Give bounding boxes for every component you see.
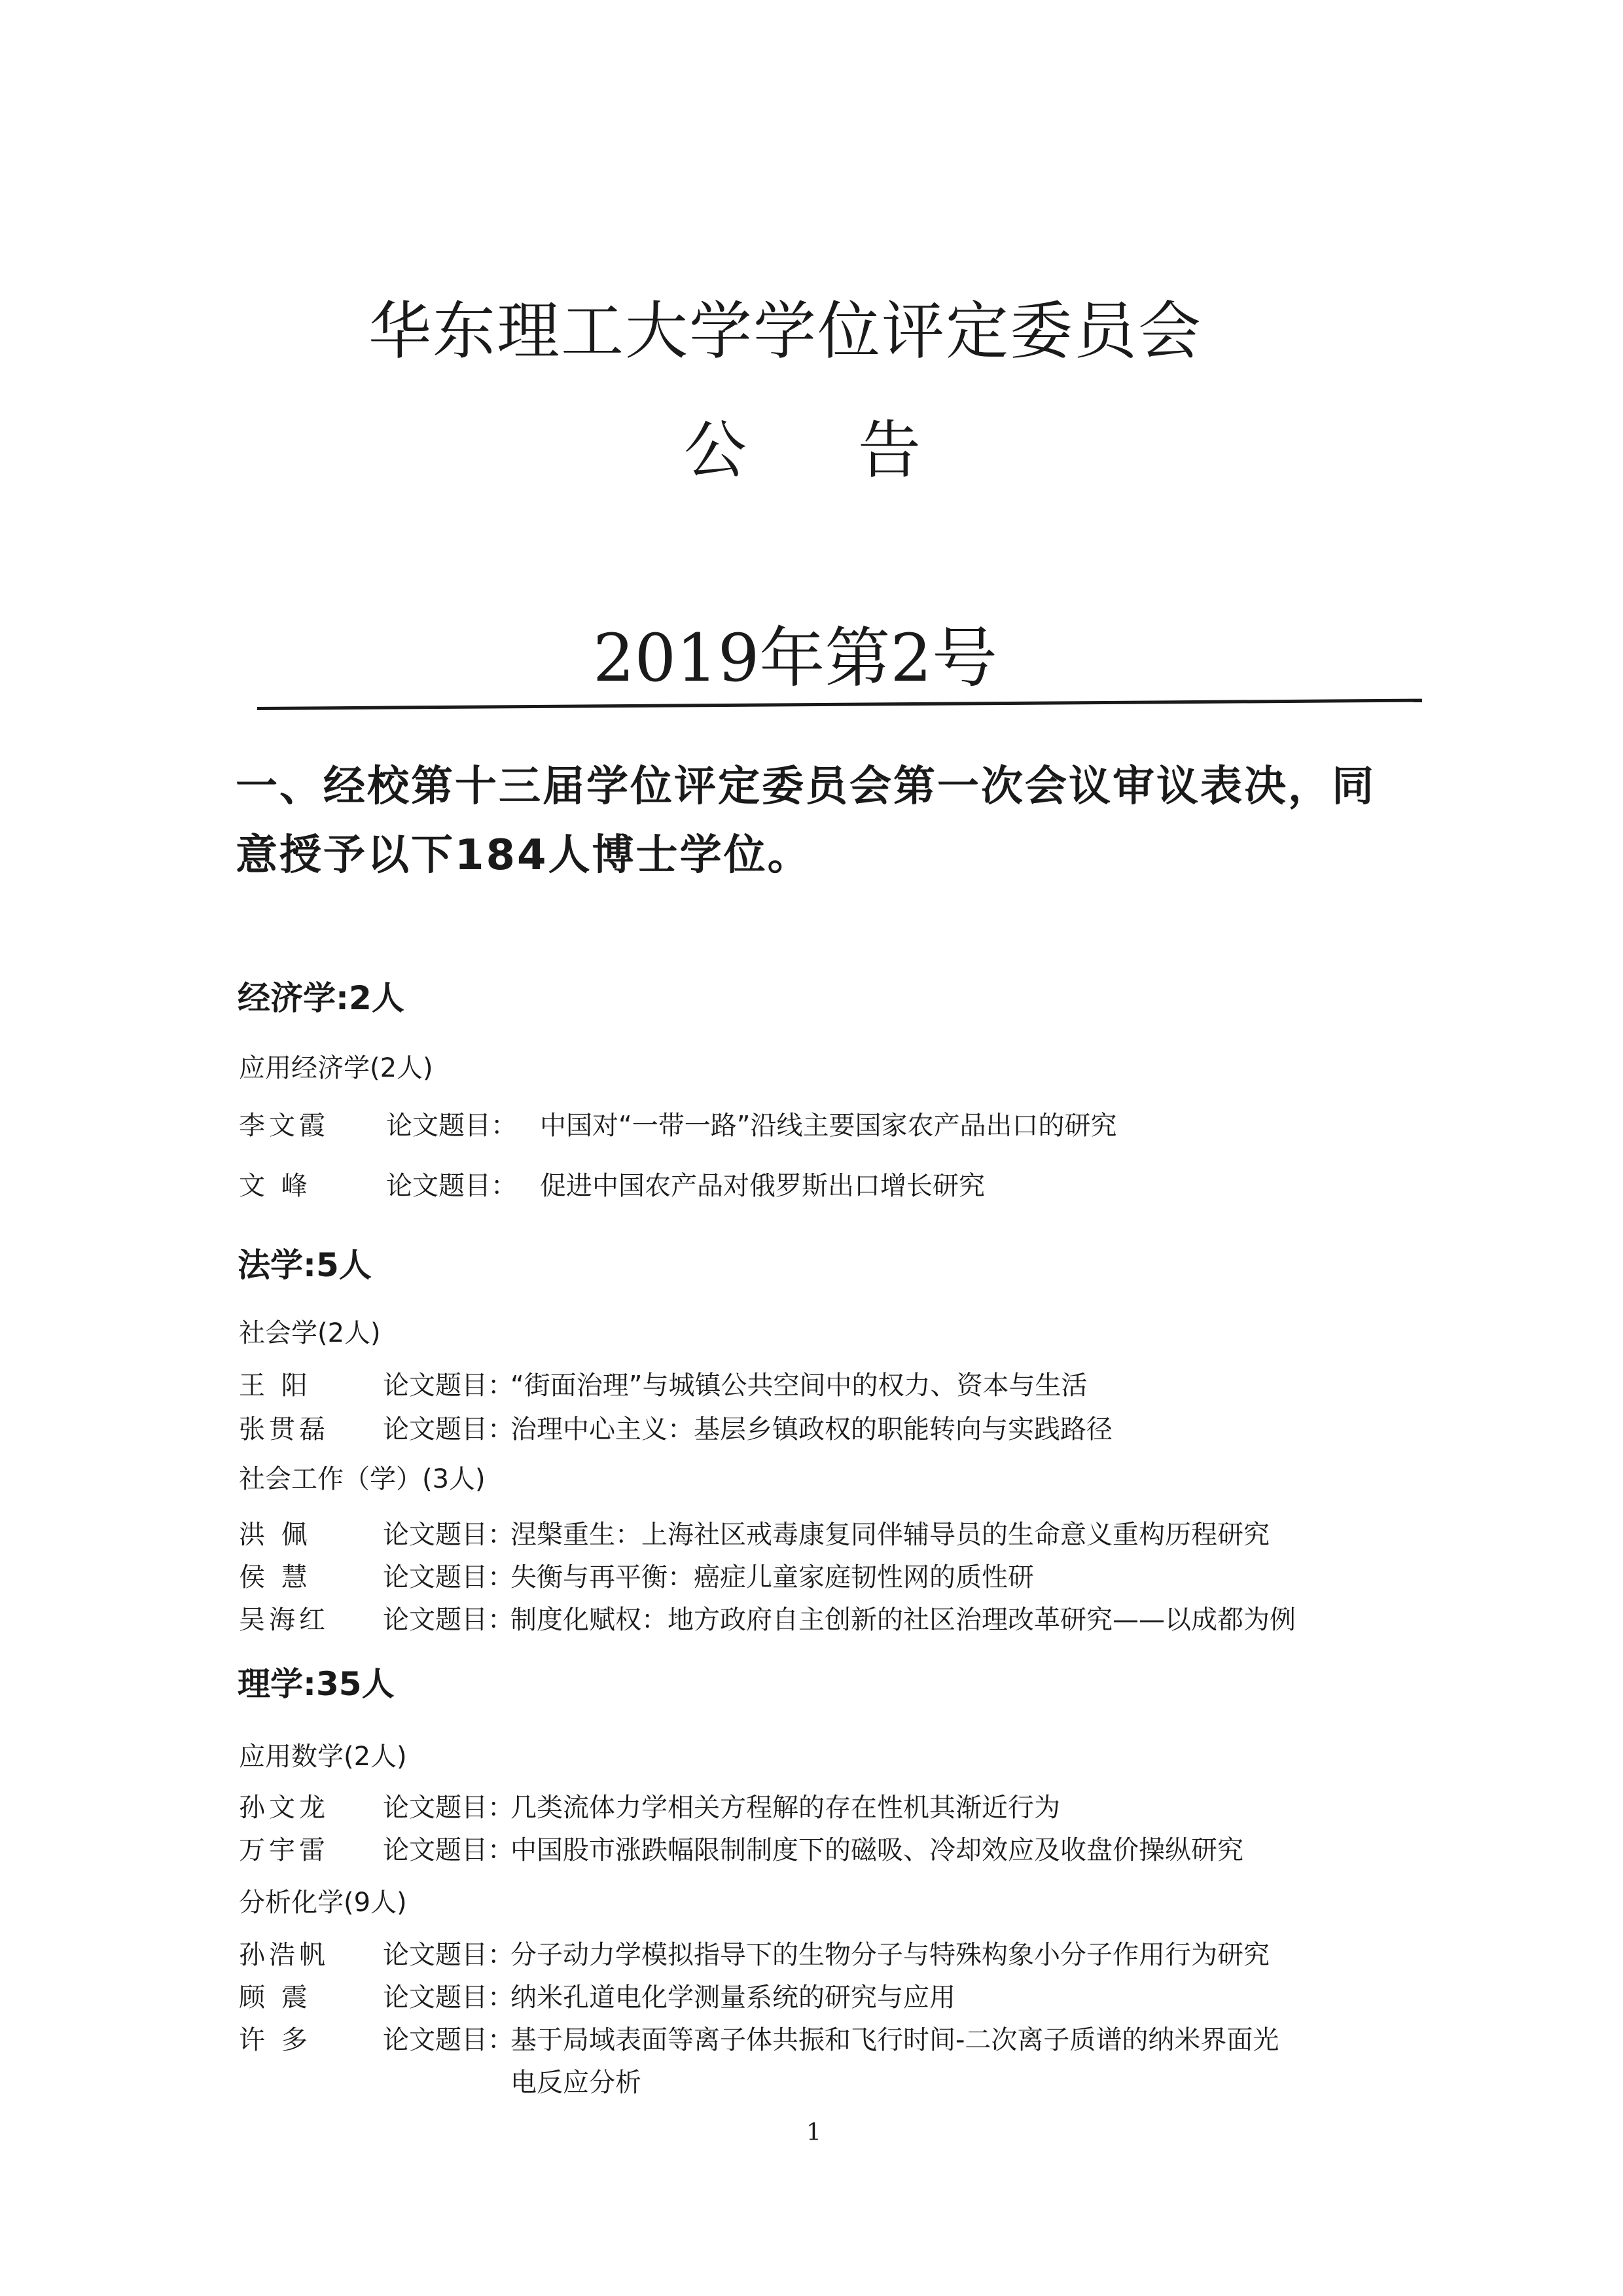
- thesis-title: 纳米孔道电化学测量系统的研究与应用: [510, 1982, 955, 2013]
- thesis-label: 论文题目：: [383, 2025, 514, 2055]
- thesis-title: 失衡与再平衡：癌症儿童家庭韧性网的质性研: [510, 1562, 1034, 1592]
- candidate-name: 洪 佩: [239, 1520, 312, 1550]
- thesis-title: 中国对“一带一路”沿线主要国家农产品出口的研究: [540, 1111, 1117, 1141]
- candidate-name: 许 多: [239, 2025, 312, 2055]
- thesis-label: 论文题目：: [383, 1414, 514, 1444]
- thesis-label: 论文题目：: [383, 1835, 514, 1865]
- intro-line-2: 意授予以下184人博士学位。: [236, 831, 812, 880]
- section-heading-science: 理学:35人: [238, 1665, 395, 1703]
- candidate-name: 张贯磊: [239, 1414, 329, 1444]
- candidate-name: 孙浩帆: [239, 1940, 329, 1970]
- thesis-title: 分子动力学模拟指导下的生物分子与特殊构象小分子作用行为研究: [510, 1940, 1270, 1970]
- candidate-name: 侯 慧: [239, 1562, 312, 1592]
- thesis-title: 几类流体力学相关方程解的存在性机其渐近行为: [510, 1793, 1060, 1823]
- page-number: 1: [806, 2119, 821, 2146]
- intro-line-1: 一、经校第十三届学位评定委员会第一次会议审议表决，同: [236, 762, 1376, 811]
- subgroup-heading-social-work: 社会工作（学）(3人): [239, 1464, 486, 1494]
- thesis-title: 促进中国农产品对俄罗斯出口增长研究: [540, 1171, 985, 1201]
- section-heading-economics: 经济学:2人: [238, 979, 404, 1017]
- subgroup-heading-sociology: 社会学(2人): [239, 1318, 381, 1348]
- candidate-name: 万宇雷: [239, 1835, 329, 1865]
- thesis-label: 论文题目：: [383, 1371, 514, 1401]
- thesis-title: 治理中心主义：基层乡镇政权的职能转向与实践路径: [510, 1414, 1113, 1444]
- thesis-title: 中国股市涨跌幅限制制度下的磁吸、冷却效应及收盘价操纵研究: [510, 1835, 1243, 1865]
- thesis-label: 论文题目：: [386, 1111, 517, 1141]
- thesis-title: 涅槃重生：上海社区戒毒康复同伴辅导员的生命意义重构历程研究: [510, 1520, 1270, 1550]
- thesis-label: 论文题目：: [383, 1520, 514, 1550]
- subgroup-heading-analytical-chemistry: 分析化学(9人): [239, 1888, 407, 1918]
- thesis-label: 论文题目：: [386, 1171, 517, 1201]
- thesis-title: 制度化赋权：地方政府自主创新的社区治理改革研究——以成都为例: [510, 1605, 1296, 1635]
- candidate-name: 文 峰: [239, 1171, 312, 1201]
- section-heading-law: 法学:5人: [238, 1246, 372, 1284]
- candidate-name: 王 阳: [239, 1371, 312, 1401]
- thesis-label: 论文题目：: [383, 1605, 514, 1635]
- thesis-label: 论文题目：: [383, 1982, 514, 2013]
- header-divider: [257, 699, 1422, 710]
- thesis-label: 论文题目：: [383, 1793, 514, 1823]
- candidate-name: 孙文龙: [239, 1793, 329, 1823]
- thesis-title: “街面治理”与城镇公共空间中的权力、资本与生活: [510, 1371, 1088, 1401]
- thesis-title-continued: 电反应分析: [510, 2068, 641, 2098]
- document-type: 公告: [684, 414, 1032, 487]
- issue-number: 2019年第2号: [592, 620, 998, 696]
- thesis-label: 论文题目：: [383, 1940, 514, 1970]
- candidate-name: 李文霞: [239, 1111, 329, 1141]
- thesis-label: 论文题目：: [383, 1562, 514, 1592]
- subgroup-heading-applied-mathematics: 应用数学(2人): [239, 1742, 407, 1772]
- organization-title: 华东理工大学学位评定委员会: [368, 295, 1202, 368]
- candidate-name: 顾 震: [239, 1982, 312, 2013]
- candidate-name: 吴海红: [239, 1605, 329, 1635]
- subgroup-heading-applied-economics: 应用经济学(2人): [239, 1053, 433, 1083]
- thesis-title: 基于局域表面等离子体共振和飞行时间-二次离子质谱的纳米界面光: [510, 2025, 1279, 2055]
